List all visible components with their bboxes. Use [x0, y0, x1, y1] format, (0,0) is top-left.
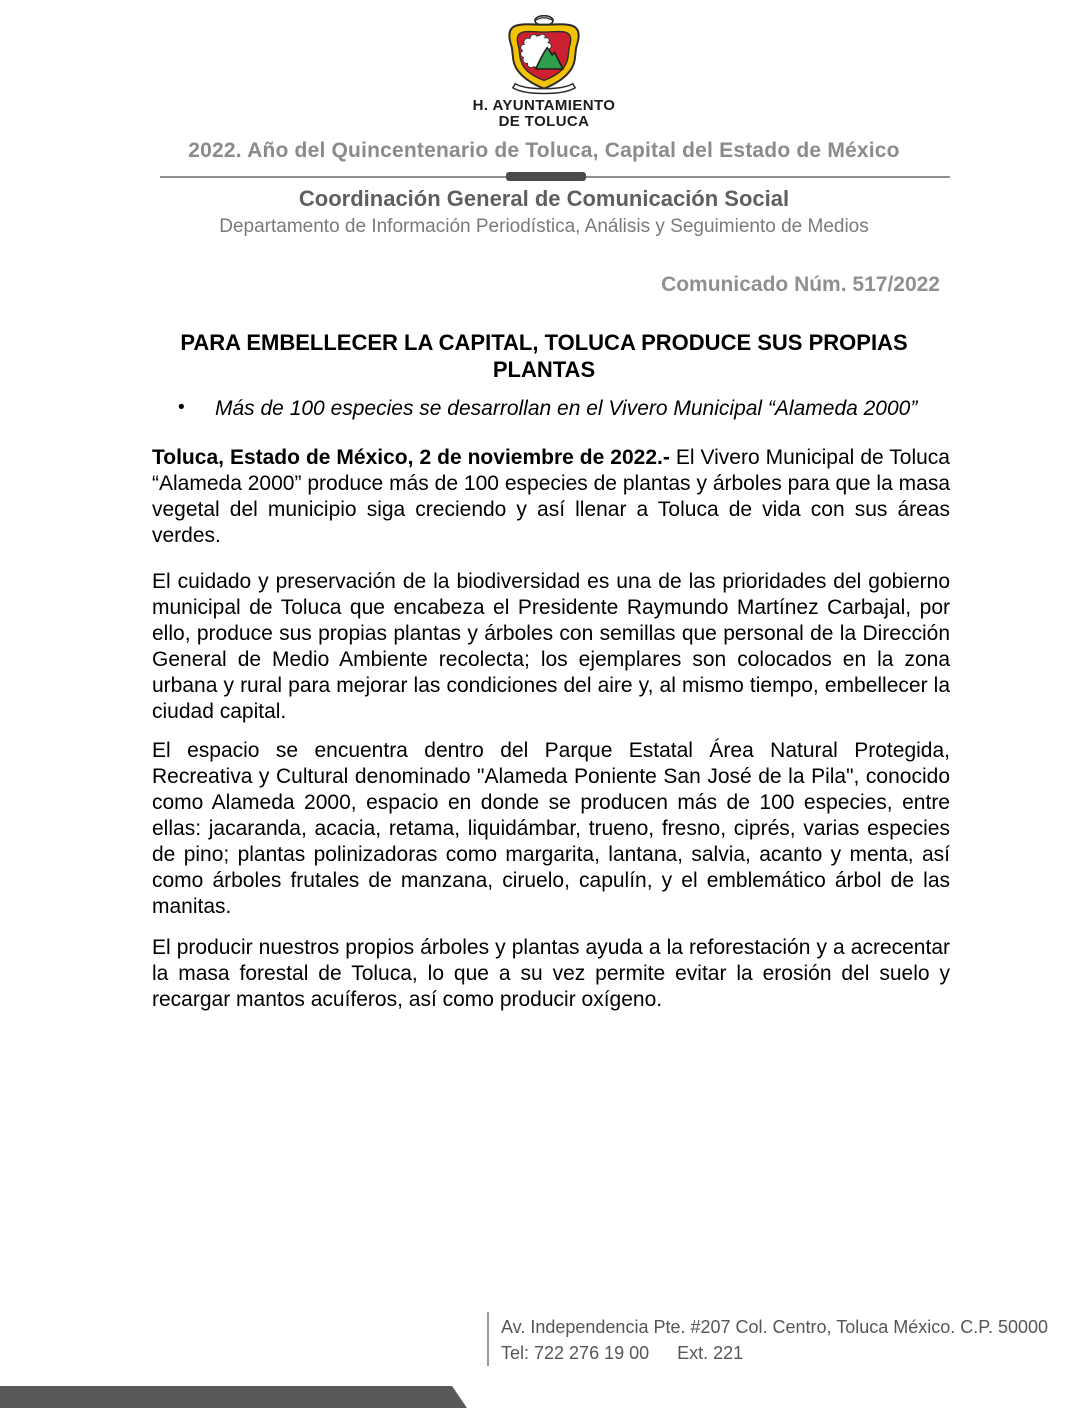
paragraph-3: [152, 738, 950, 920]
header-divider: [160, 172, 950, 181]
bullet-text: Más de 100 especies se desarrollan en el Vivero Municipal “Alameda 2000”: [215, 397, 918, 420]
bottom-accent-bar: [0, 1386, 467, 1408]
paragraph-1: [152, 445, 950, 549]
department-title: Coordinación General de Comunicación Social: [298, 186, 790, 211]
paragraph-1-dateline: Toluca, Estado de México, 2 de noviembre de 2022.-: [152, 446, 670, 469]
paragraph-4: [152, 935, 950, 1013]
footer-phone: Tel: 722 276 19 00: [501, 1343, 650, 1363]
footer-extension: Ext. 221: [677, 1343, 744, 1363]
footer-address: Av. Independencia Pte. #207 Col. Centro, Toluca México. C.P. 50000: [501, 1317, 1049, 1337]
comunicado-number: Comunicado Núm. 517/2022: [661, 273, 940, 296]
bullet-item: [178, 397, 950, 421]
footer-contact: [487, 1312, 1048, 1366]
year-banner: 2022. Año del Quincentenario de Toluca, Capital del Estado de México: [188, 139, 900, 162]
paragraph-4-text: El producir nuestros propios árboles y plantas ayuda a la reforestación y a acrecentar la masa forestal de Toluca, lo que a su vez permite evitar la erosión del suelo y recargar mantos acuíferos, así como producir oxígeno.: [152, 936, 950, 1011]
bullet-marker: •: [178, 397, 185, 418]
footer-phone-row: [501, 1340, 1048, 1366]
footer-divider: [487, 1312, 489, 1366]
paragraph-1-text: El Vivero Municipal de Toluca “Alameda 2000” produce más de 100 especies de plantas y árboles para que la masa vegetal del municipio siga creciendo y así llenar a Toluca de vida con sus áreas verdes.: [152, 446, 950, 547]
header-logo: [0, 14, 1088, 130]
paragraph-2-text: El cuidado y preservación de la biodiversidad es una de las prioridades del gobierno municipal de Toluca que encabeza el Presidente Raymundo Martínez Carbajal, por ello, produce sus propias plantas y árboles con semillas que personal de la Dirección General de Medio Ambiente recolecta; los ejemplares son colocados en la zona urbana y rural para mejorar las condiciones del aire y, al mismo tiempo, embellecer la ciudad capital.: [152, 570, 950, 723]
paragraph-3-text: El espacio se encuentra dentro del Parque Estatal Área Natural Protegida, Recreativa y Cultural denominado "Alameda Poniente San José de la Pila", conocido como Alameda 2000, espacio en donde se producen más de 100 especies, entre ellas: jacaranda, acacia, retama, liquidámbar, trueno, fresno, ciprés, varias especies de pino; plantas polinizadoras como margarita, lantana, salvia, acanto y menta, así como árboles frutales de manzana, ciruelo, capulín, y el emblemático árbol de las manitas.: [152, 739, 950, 918]
logo-caption: [473, 98, 616, 130]
logo-caption-line2: DE TOLUCA: [498, 113, 590, 130]
paragraph-2: [152, 569, 950, 725]
logo-caption-line1: H. AYUNTAMIENTO: [472, 97, 616, 114]
divider-accent: [506, 172, 586, 181]
toluca-coat-of-arms-icon: [494, 14, 594, 96]
footer-text: [501, 1312, 1048, 1366]
department-subtitle: Departamento de Información Periodística, Análisis y Seguimiento de Medios: [219, 216, 869, 237]
document-title: PARA EMBELLECER LA CAPITAL, TOLUCA PRODUCE SUS PROPIAS PLANTAS: [180, 330, 908, 382]
